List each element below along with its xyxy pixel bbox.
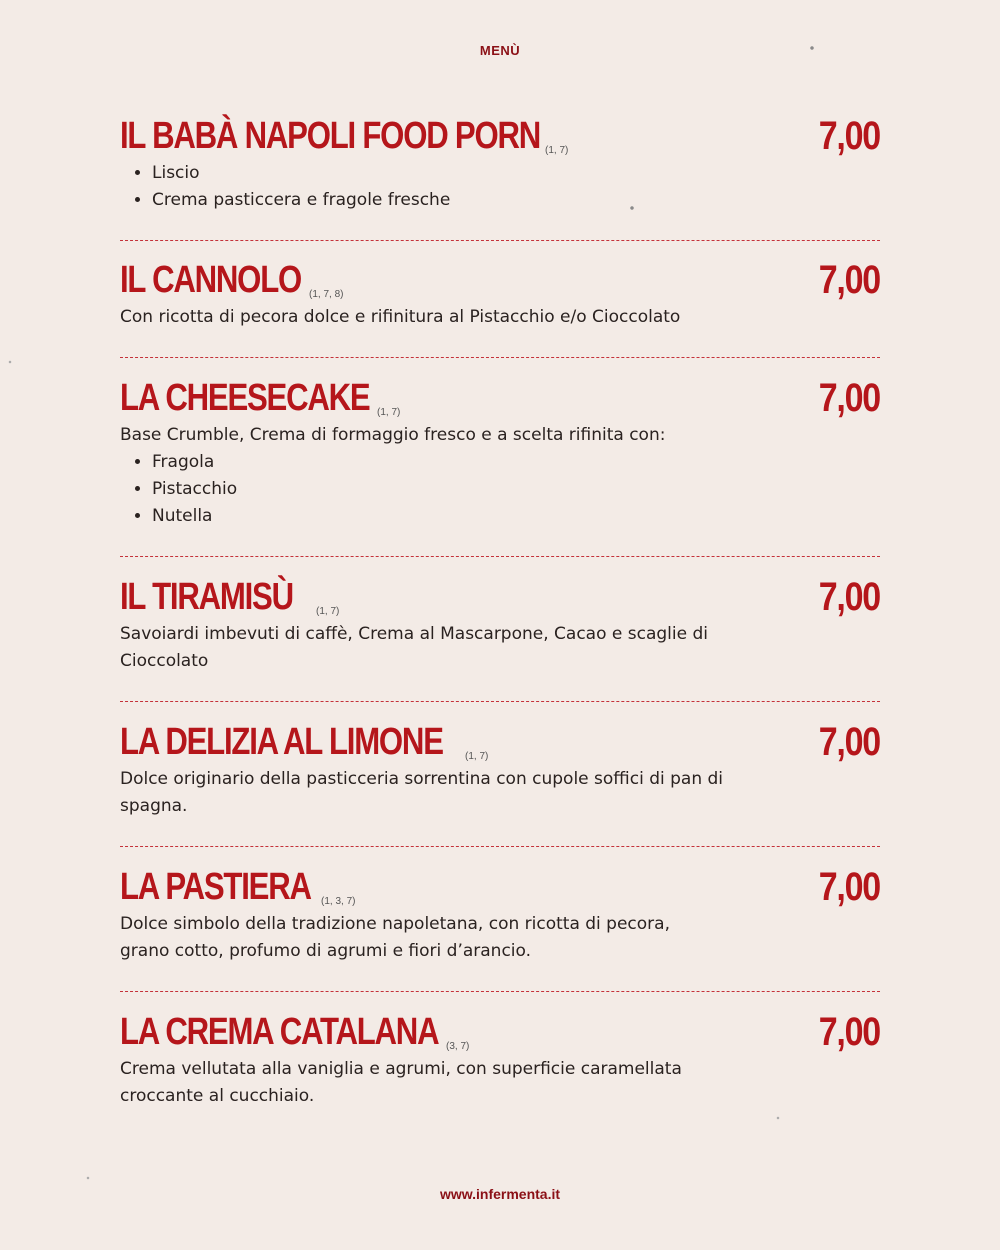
- menu-label: MENÙ: [479, 43, 521, 58]
- divider: [120, 991, 880, 992]
- item-allergens: (1, 7): [545, 145, 569, 156]
- divider: [120, 846, 880, 847]
- option-item: • Crema pasticcera e fragole fresche: [152, 187, 880, 214]
- option-item: • Nutella: [152, 503, 880, 530]
- divider: [120, 701, 880, 702]
- item-allergens: (1, 7, 8): [309, 289, 344, 300]
- item-title: IL CANNOLO: [120, 259, 302, 301]
- menu-item-delizia: [120, 718, 880, 820]
- item-price: 7,00: [818, 575, 880, 619]
- item-allergens: (1, 3, 7): [321, 896, 356, 907]
- item-title: IL TIRAMISÙ: [120, 576, 293, 618]
- item-options: [120, 160, 880, 214]
- item-description: Dolce originario della pasticceria sorrentina con cupole soffici di pan di spagna.: [120, 769, 724, 816]
- item-price: 7,00: [818, 865, 880, 909]
- item-price: 7,00: [818, 376, 880, 420]
- menu-item-pastiera: [120, 863, 880, 965]
- item-price: 7,00: [818, 1010, 880, 1054]
- divider: [120, 556, 880, 557]
- menu-item-tiramisu: [120, 573, 880, 675]
- item-description: Dolce simbolo della tradizione napoletana, con ricotta di pecora, grano cotto, profumo di agrumi e fiori d’arancio.: [120, 914, 670, 961]
- option-item: • Pistacchio: [152, 476, 880, 503]
- item-description: Crema vellutata alla vaniglia e agrumi, con superficie caramellata croccante al cucchiaio.: [120, 1059, 682, 1106]
- menu-item-cheesecake: [120, 374, 880, 530]
- item-description: Con ricotta di pecora dolce e rifinitura al Pistacchio e/o Cioccolato: [120, 307, 681, 327]
- item-title: LA CHEESECAKE: [120, 377, 370, 419]
- website-link[interactable]: www.infermenta.it: [439, 1186, 561, 1202]
- divider: [120, 357, 880, 358]
- menu-item-baba: [120, 112, 880, 214]
- menu-item-crema-catalana: [120, 1008, 880, 1110]
- item-title: LA CREMA CATALANA: [120, 1011, 439, 1053]
- option-item: • Liscio: [152, 160, 880, 187]
- item-title: IL BABÀ NAPOLI FOOD PORN: [120, 115, 541, 157]
- item-price: 7,00: [818, 114, 880, 158]
- item-description: Savoiardi imbevuti di caffè, Crema al Mascarpone, Cacao e scaglie di Cioccolato: [120, 624, 708, 671]
- item-title: LA PASTIERA: [120, 866, 311, 908]
- item-price: 7,00: [818, 720, 880, 764]
- item-price: 7,00: [818, 258, 880, 302]
- menu-item-cannolo: [120, 256, 880, 331]
- item-allergens: (3, 7): [446, 1041, 470, 1052]
- divider: [120, 240, 880, 241]
- item-options: [120, 449, 880, 530]
- item-allergens: (1, 7): [465, 751, 489, 762]
- item-allergens: (1, 7): [377, 407, 401, 418]
- item-description: Base Crumble, Crema di formaggio fresco e a scelta rifinita con:: [120, 425, 666, 445]
- item-allergens: (1, 7): [316, 606, 340, 617]
- item-title: LA DELIZIA AL LIMONE: [120, 721, 443, 763]
- option-item: • Fragola: [152, 449, 880, 476]
